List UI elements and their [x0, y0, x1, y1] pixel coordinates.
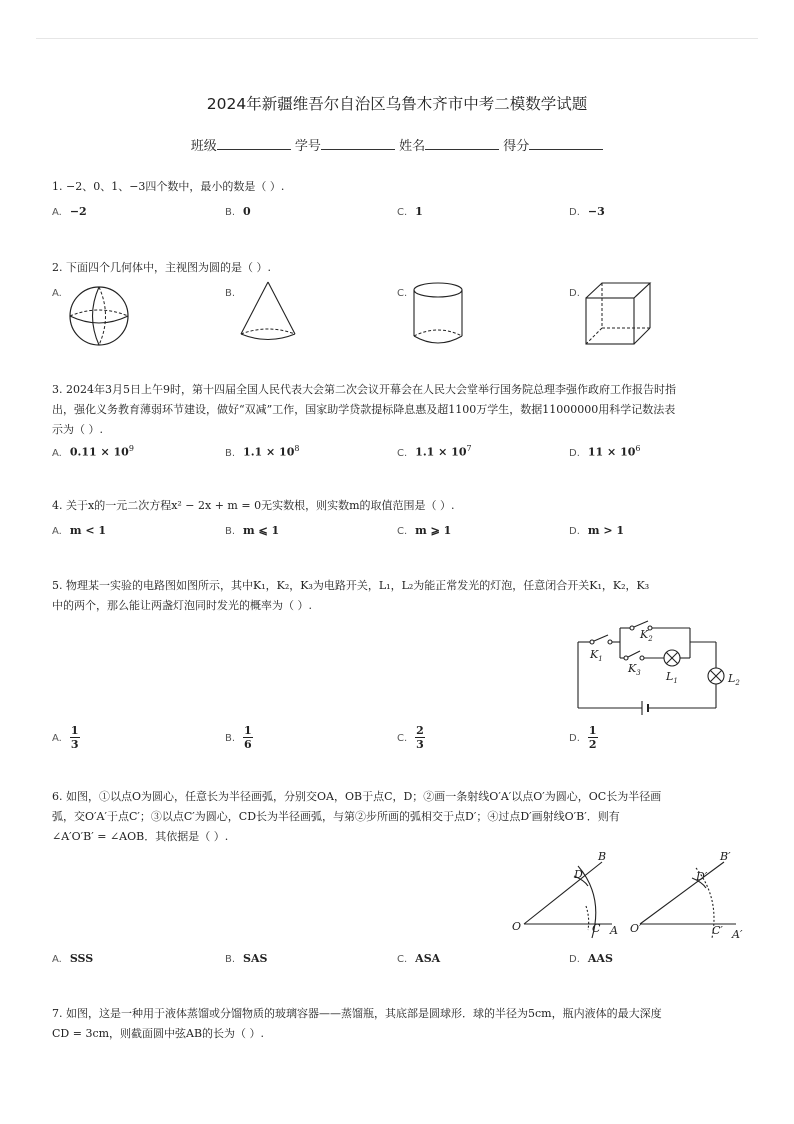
q1-option-a[interactable] — [52, 205, 87, 218]
q4-option-d[interactable] — [569, 524, 624, 537]
q1-option-d[interactable] — [569, 205, 605, 218]
denominator: 2 — [588, 738, 597, 751]
option-letter: D. — [569, 207, 580, 218]
option-value: 1 — [415, 205, 423, 218]
option-fraction — [70, 724, 80, 751]
q6-option-b[interactable] — [225, 952, 267, 965]
option-letter: C. — [397, 526, 408, 537]
option-value: AAS — [587, 952, 613, 965]
l1-label: $L_1$ — [666, 670, 678, 685]
option-letter: A. — [52, 447, 62, 459]
score-blank[interactable] — [529, 137, 603, 150]
option-letter: B. — [225, 288, 236, 299]
q5-option-d[interactable] — [569, 724, 598, 751]
option-letter: D. — [569, 288, 580, 299]
q1-option-b[interactable] — [225, 205, 251, 218]
option-letter: B. — [225, 732, 236, 744]
option-value: ASA — [415, 952, 441, 965]
option-letter: A. — [52, 288, 62, 299]
label-b: B — [598, 850, 607, 863]
label-a-prime: A′ — [732, 928, 743, 941]
option-letter: A. — [52, 526, 62, 537]
q6-line3: ∠A′O′B′ = ∠AOB．其依据是（ ）. — [52, 830, 229, 843]
label-c: C — [592, 922, 601, 935]
q3-line3: 示为（ ）. — [52, 423, 103, 436]
number-blank[interactable] — [321, 137, 395, 150]
numerator: 1 — [244, 724, 252, 737]
number-label: 学号 — [294, 139, 321, 154]
option-letter: B. — [225, 954, 236, 965]
cube-figure — [584, 280, 654, 346]
option-letter: B. — [225, 207, 236, 218]
label-o: O — [512, 920, 522, 933]
k3-label: $K_3$ — [628, 662, 641, 677]
q3-line1: 3. 2024年3月5日上午9时，第十四届全国人民代表大会第二次会议开幕会在人民大会堂举行国务院总理李强作政府工作报告时指 — [52, 383, 676, 396]
q3-line2: 出，强化义务教育薄弱环节建设，做好“双减”工作，国家助学贷款提标降息惠及超1100万学生，数据11000000用科学记数法表 — [52, 403, 676, 416]
option-value: 1.1 × 10 — [415, 445, 467, 459]
q3-option-a[interactable] — [52, 444, 134, 459]
option-fraction — [243, 724, 253, 751]
option-letter: B. — [225, 526, 236, 537]
option-letter: D. — [569, 447, 580, 459]
q6-line2: 弧，交O′A′于点C′；③以点C′为圆心，CD长为半径画弧，与第②步所画的弧相交于点D′；④过点D′画射线O′B′．则有 — [52, 810, 620, 823]
label-b-prime: B′ — [720, 850, 731, 863]
score-label: 得分 — [503, 139, 530, 154]
q2-text: 2. 下面四个几何体中，主视图为圆的是（ ）. — [52, 261, 271, 274]
class-label: 班级 — [190, 139, 217, 154]
k2-label: $K_2$ — [640, 628, 653, 643]
label-c-prime: C′ — [712, 924, 723, 937]
q7-line1: 7. 如图，这是一种用于液体蒸馏或分馏物质的玻璃容器——蒸馏瓶，其底部是圆球形．球的半径为5cm，瓶内液体的最大深度 — [52, 1007, 662, 1020]
denominator: 3 — [416, 738, 424, 751]
page-title: 2024年新疆维吾尔自治区乌鲁木齐市中考二模数学试题 — [206, 95, 588, 113]
option-value: SAS — [243, 952, 268, 965]
q4-option-b[interactable] — [225, 524, 279, 537]
class-blank[interactable] — [217, 137, 291, 150]
option-letter: C. — [397, 954, 408, 965]
option-value: 0 — [243, 205, 251, 218]
q6-option-c[interactable] — [397, 952, 440, 965]
option-letter: D. — [569, 732, 580, 744]
label-o-prime: O′ — [630, 922, 642, 935]
option-value: 11 × 10 — [587, 445, 636, 459]
option-fraction — [415, 724, 425, 751]
q4-text: 4. 关于x的一元二次方程x² − 2x + m = 0无实数根，则实数m的取值范围是（ ）. — [52, 499, 455, 512]
option-letter: A. — [52, 732, 62, 744]
denominator: 3 — [70, 738, 79, 751]
option-letter: C. — [397, 732, 408, 744]
student-info-row — [0, 135, 794, 154]
q5-option-b[interactable] — [225, 724, 253, 751]
option-value: m > 1 — [587, 524, 625, 537]
q3-option-d[interactable] — [569, 444, 640, 459]
option-letter: B. — [225, 447, 236, 459]
sphere-figure — [64, 284, 134, 348]
angle-construction-diagram — [508, 846, 758, 942]
q6-option-d[interactable] — [569, 952, 613, 965]
option-exponent: 6 — [635, 444, 641, 453]
cylinder-figure — [410, 280, 466, 346]
k1-label: $K_1$ — [590, 648, 603, 663]
numerator: 1 — [70, 724, 79, 737]
q5-line1: 5. 物理某一实验的电路图如图所示，其中K₁，K₂，K₃为电路开关，L₁，L₂为能正常发光的灯泡，任意闭合开关K₁，K₂，K₃ — [52, 579, 650, 592]
cone-figure — [236, 278, 300, 344]
q6-text — [52, 787, 742, 847]
option-value: −2 — [69, 205, 87, 218]
option-value: −3 — [587, 205, 605, 218]
option-letter: C. — [397, 447, 408, 459]
numerator: 1 — [588, 724, 597, 737]
option-letter: A. — [52, 207, 62, 218]
option-value: 0.11 × 10 — [69, 445, 129, 459]
label-a: A — [610, 924, 618, 937]
label-d-prime: D′ — [696, 870, 708, 883]
q6-option-a[interactable] — [52, 952, 93, 965]
label-d: D — [574, 868, 583, 881]
q3-text — [52, 380, 742, 440]
q7-line2: CD = 3cm，则截面圆中弦AB的长为（ ）. — [52, 1027, 265, 1040]
q6-line1: 6. 如图，①以点O为圆心，任意长为半径画弧，分别交OA，OB于点C，D；②画一条射线O′A′以点O′为圆心，OC长为半径画 — [52, 790, 662, 803]
q3-option-b[interactable] — [225, 444, 299, 459]
q5-option-a[interactable] — [52, 724, 80, 751]
option-exponent: 9 — [128, 444, 134, 453]
option-letter: A. — [52, 954, 62, 965]
option-fraction — [588, 724, 598, 751]
option-exponent: 7 — [466, 444, 472, 453]
q4-option-c[interactable] — [397, 524, 451, 537]
q1-text: 1. −2、0、1、−3四个数中，最小的数是（ ）. — [52, 180, 285, 193]
q7-text — [52, 1004, 742, 1044]
circuit-diagram — [570, 610, 750, 720]
option-letter: D. — [569, 954, 580, 965]
name-blank[interactable] — [425, 137, 499, 150]
option-value: m < 1 — [69, 524, 107, 537]
q1-option-c[interactable] — [397, 205, 423, 218]
option-exponent: 8 — [294, 444, 300, 453]
option-letter: C. — [397, 288, 408, 299]
option-value: m ⩽ 1 — [243, 524, 280, 537]
q5-option-c[interactable] — [397, 724, 425, 751]
option-letter: D. — [569, 526, 580, 537]
option-value: m ⩾ 1 — [415, 524, 452, 537]
option-value: SSS — [69, 952, 94, 965]
denominator: 6 — [244, 738, 252, 751]
option-letter: C. — [397, 207, 408, 218]
l2-label: $L_2$ — [728, 672, 740, 687]
q3-option-c[interactable] — [397, 444, 472, 459]
q4-option-a[interactable] — [52, 524, 106, 537]
top-divider — [36, 38, 758, 39]
q5-line2: 中的两个，那么能让两盏灯泡同时发光的概率为（ ）. — [52, 599, 312, 612]
option-value: 1.1 × 10 — [243, 445, 295, 459]
name-label: 姓名 — [399, 139, 426, 154]
numerator: 2 — [416, 724, 424, 737]
